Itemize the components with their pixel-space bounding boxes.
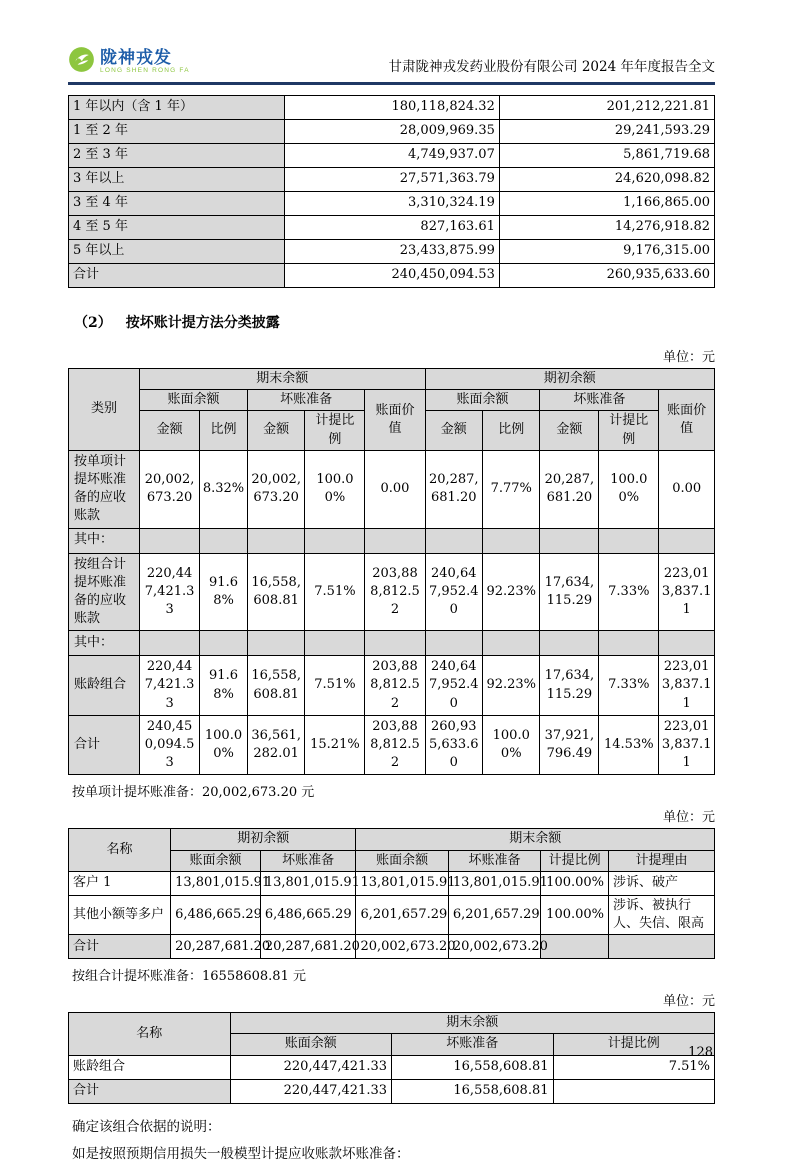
table-row	[69, 120, 715, 144]
column-header: 类别	[69, 369, 140, 451]
amount-cell: 260,935,633.60	[425, 715, 482, 775]
table-row	[69, 216, 715, 240]
amount-cell: 92.23%	[483, 553, 540, 631]
column-header: 期末余额	[356, 829, 715, 850]
table-row	[69, 553, 715, 631]
amount-cell: 20,002,673.20	[140, 450, 200, 528]
empty-cell	[140, 631, 200, 656]
table-row	[69, 1055, 715, 1079]
amount-cell: 13,801,015.91	[171, 871, 261, 895]
amount-cell: 100.00%	[599, 450, 659, 528]
amount-cell: 16,558,608.81	[247, 656, 304, 716]
column-header: 坏账准备	[540, 390, 659, 411]
amount-cell: 6,201,657.29	[356, 895, 448, 934]
column-header: 金额	[540, 411, 599, 450]
column-header: 账面余额	[171, 850, 261, 871]
amount-cell: 223,013,837.11	[659, 715, 715, 775]
amount-cell: 8.32%	[200, 450, 248, 528]
amount-cell: 9,176,315.00	[499, 240, 714, 264]
reason-cell: 涉诉、破产	[609, 871, 715, 895]
total-row	[69, 715, 715, 775]
column-header: 坏账准备	[392, 1034, 554, 1055]
table-row	[69, 96, 715, 120]
amount-cell: 20,287,681.20	[171, 935, 261, 959]
empty-cell	[365, 631, 425, 656]
column-header: 金额	[247, 411, 304, 450]
amount-cell: 20,287,681.20	[540, 450, 599, 528]
amount-cell: 36,561,282.01	[247, 715, 304, 775]
empty-cell	[599, 528, 659, 553]
table-row	[69, 871, 715, 895]
table-row	[69, 656, 715, 716]
amount-cell: 260,935,633.60	[499, 264, 714, 288]
amount-cell: 16,558,608.81	[392, 1079, 554, 1103]
row-label: 按单项计提坏账准备的应收账款	[69, 450, 140, 528]
amount-cell: 7.51%	[305, 553, 365, 631]
table-header-row	[69, 369, 715, 390]
amount-cell: 7.77%	[483, 450, 540, 528]
provision-note-individual: 按单项计提坏账准备：20,002,673.20 元	[72, 785, 315, 801]
section-heading	[74, 312, 715, 332]
table-row	[69, 264, 715, 288]
amount-cell: 1,166,865.00	[499, 192, 714, 216]
amount-cell: 20,002,673.20	[356, 935, 448, 959]
amount-cell: 37,921,796.49	[540, 715, 599, 775]
amount-cell: 223,013,837.11	[659, 656, 715, 716]
column-header: 比例	[483, 411, 540, 450]
column-header: 账面余额	[356, 850, 448, 871]
column-header: 计提比例	[541, 850, 609, 871]
total-label: 合计	[69, 935, 171, 959]
section-title: 按坏账计提方法分类披露	[125, 315, 280, 331]
total-label: 合计	[69, 1079, 231, 1103]
column-header: 账面价值	[365, 390, 425, 451]
empty-cell	[541, 935, 609, 959]
amount-cell: 3,310,324.19	[284, 192, 499, 216]
section-number: （2）	[74, 315, 112, 331]
row-label: 按组合计提坏账准备的应收账款	[69, 553, 140, 631]
empty-cell	[365, 528, 425, 553]
amount-cell: 17,634,115.29	[540, 656, 599, 716]
empty-cell	[609, 935, 715, 959]
row-label: 账龄组合	[69, 656, 140, 716]
amount-cell: 28,009,969.35	[284, 120, 499, 144]
table-row	[69, 168, 715, 192]
amount-cell: 91.68%	[200, 656, 248, 716]
amount-cell: 20,287,681.20	[425, 450, 482, 528]
amount-cell: 7.33%	[599, 553, 659, 631]
aging-label: 3 年以上	[69, 168, 285, 192]
logo-icon	[68, 46, 95, 77]
amount-cell: 220,447,421.33	[230, 1079, 392, 1103]
amount-cell: 240,450,094.53	[284, 264, 499, 288]
customer-name: 其他小额等多户	[69, 895, 171, 934]
aging-label: 2 至 3 年	[69, 144, 285, 168]
column-header: 金额	[140, 411, 200, 450]
amount-cell: 13,801,015.91	[356, 871, 448, 895]
amount-cell: 92.23%	[483, 656, 540, 716]
customer-name: 客户 1	[69, 871, 171, 895]
amount-cell: 15.21%	[305, 715, 365, 775]
page-number: 128	[688, 1045, 713, 1060]
subheader-row	[69, 528, 715, 553]
amount-cell: 0.00	[365, 450, 425, 528]
total-row	[69, 1079, 715, 1103]
column-header: 账面余额	[230, 1034, 392, 1055]
column-header: 账面价值	[659, 390, 715, 451]
column-header: 账面余额	[140, 390, 248, 411]
empty-cell	[659, 528, 715, 553]
column-header: 期末余额	[140, 369, 425, 390]
amount-cell: 91.68%	[200, 553, 248, 631]
amount-cell: 14,276,918.82	[499, 216, 714, 240]
total-row	[69, 935, 715, 959]
row-label: 其中：	[69, 631, 140, 656]
amount-cell: 201,212,221.81	[499, 96, 714, 120]
provision-note-portfolio: 按组合计提坏账准备：16558608.81 元	[72, 969, 306, 985]
amount-cell: 13,801,015.91	[260, 871, 356, 895]
report-title: 甘肃陇神戎发药业股份有限公司 2024 年年度报告全文	[388, 59, 715, 75]
amount-cell: 240,647,952.40	[425, 553, 482, 631]
note-expected-credit-loss: 如是按照预期信用损失一般模型计提应收账款坏账准备：	[72, 1145, 410, 1162]
aging-table	[68, 95, 715, 288]
table-header-row	[69, 1013, 715, 1034]
column-header: 计提比例	[305, 411, 365, 450]
amount-cell: 5,861,719.68	[499, 144, 714, 168]
ratio-cell: 7.51%	[553, 1055, 715, 1079]
empty-cell	[553, 1079, 715, 1103]
empty-cell	[425, 528, 482, 553]
amount-cell: 6,201,657.29	[448, 895, 540, 934]
amount-cell: 24,620,098.82	[499, 168, 714, 192]
amount-cell: 29,241,593.29	[499, 120, 714, 144]
aging-label: 4 至 5 年	[69, 216, 285, 240]
empty-cell	[425, 631, 482, 656]
company-logo	[68, 46, 190, 77]
amount-cell: 223,013,837.11	[659, 553, 715, 631]
amount-cell: 220,447,421.33	[140, 553, 200, 631]
column-header: 计提理由	[609, 850, 715, 871]
amount-cell: 16,558,608.81	[392, 1055, 554, 1079]
empty-cell	[140, 528, 200, 553]
empty-cell	[247, 631, 304, 656]
amount-cell: 220,447,421.33	[140, 656, 200, 716]
aging-label: 1 至 2 年	[69, 120, 285, 144]
note-group-basis: 确定该组合依据的说明：	[72, 1118, 221, 1135]
amount-cell: 100.00%	[305, 450, 365, 528]
column-header: 计提比例	[553, 1034, 715, 1055]
empty-cell	[599, 631, 659, 656]
amount-cell: 100.00%	[200, 715, 248, 775]
aging-label: 1 年以内（含 1 年）	[69, 96, 285, 120]
unit-label: 单位：元	[662, 350, 715, 365]
amount-cell: 203,888,812.52	[365, 656, 425, 716]
amount-cell: 16,558,608.81	[247, 553, 304, 631]
amount-cell: 23,433,875.99	[284, 240, 499, 264]
column-header: 坏账准备	[260, 850, 356, 871]
brand-subtitle: LONG SHEN RONG FA	[100, 66, 190, 74]
amount-cell: 20,002,673.20	[448, 935, 540, 959]
empty-cell	[200, 528, 248, 553]
empty-cell	[305, 631, 365, 656]
aging-label: 3 至 4 年	[69, 192, 285, 216]
amount-cell: 203,888,812.52	[365, 553, 425, 631]
empty-cell	[540, 528, 599, 553]
table-row	[69, 192, 715, 216]
aging-total-label: 合计	[69, 264, 285, 288]
reason-cell: 涉诉、被执行人、失信、限高	[609, 895, 715, 934]
row-label: 其中：	[69, 528, 140, 553]
empty-cell	[483, 528, 540, 553]
table-row	[69, 895, 715, 934]
column-header: 期末余额	[230, 1013, 715, 1034]
amount-cell: 20,002,673.20	[247, 450, 304, 528]
table-header-row	[69, 390, 715, 411]
column-header: 金额	[425, 411, 482, 450]
amount-cell: 27,571,363.79	[284, 168, 499, 192]
table-row	[69, 144, 715, 168]
amount-cell: 827,163.61	[284, 216, 499, 240]
table-header-row	[69, 829, 715, 850]
table-row	[69, 450, 715, 528]
ratio-cell: 100.00%	[541, 895, 609, 934]
page-header	[68, 46, 715, 85]
column-header: 期初余额	[425, 369, 714, 390]
amount-cell: 17,634,115.29	[540, 553, 599, 631]
column-header: 名称	[69, 1013, 231, 1055]
empty-cell	[200, 631, 248, 656]
column-header: 账面余额	[425, 390, 540, 411]
aging-label: 5 年以上	[69, 240, 285, 264]
amount-cell: 100.00%	[483, 715, 540, 775]
portfolio-table	[68, 1012, 715, 1103]
amount-cell: 240,450,094.53	[140, 715, 200, 775]
empty-cell	[483, 631, 540, 656]
empty-cell	[305, 528, 365, 553]
unit-label: 单位：元	[662, 810, 715, 826]
column-header: 计提比例	[599, 411, 659, 450]
table-row	[69, 240, 715, 264]
column-header: 坏账准备	[247, 390, 365, 411]
total-label: 合计	[69, 715, 140, 775]
subheader-row	[69, 631, 715, 656]
amount-cell: 240,647,952.40	[425, 656, 482, 716]
empty-cell	[247, 528, 304, 553]
column-header: 比例	[200, 411, 248, 450]
amount-cell: 6,486,665.29	[171, 895, 261, 934]
empty-cell	[659, 631, 715, 656]
amount-cell: 7.51%	[305, 656, 365, 716]
column-header: 名称	[69, 829, 171, 871]
unit-label: 单位：元	[662, 994, 715, 1010]
method-table	[68, 368, 715, 775]
amount-cell: 20,287,681.20	[260, 935, 356, 959]
amount-cell: 14.53%	[599, 715, 659, 775]
amount-cell: 203,888,812.52	[365, 715, 425, 775]
amount-cell: 0.00	[659, 450, 715, 528]
portfolio-name: 账龄组合	[69, 1055, 231, 1079]
amount-cell: 220,447,421.33	[230, 1055, 392, 1079]
amount-cell: 7.33%	[599, 656, 659, 716]
empty-cell	[540, 631, 599, 656]
amount-cell: 4,749,937.07	[284, 144, 499, 168]
individual-table	[68, 828, 715, 959]
amount-cell: 13,801,015.91	[448, 871, 540, 895]
amount-cell: 180,118,824.32	[284, 96, 499, 120]
column-header: 期初余额	[171, 829, 356, 850]
brand-name: 陇神戎发	[100, 47, 172, 67]
column-header: 坏账准备	[448, 850, 540, 871]
ratio-cell: 100.00%	[541, 871, 609, 895]
amount-cell: 6,486,665.29	[260, 895, 356, 934]
